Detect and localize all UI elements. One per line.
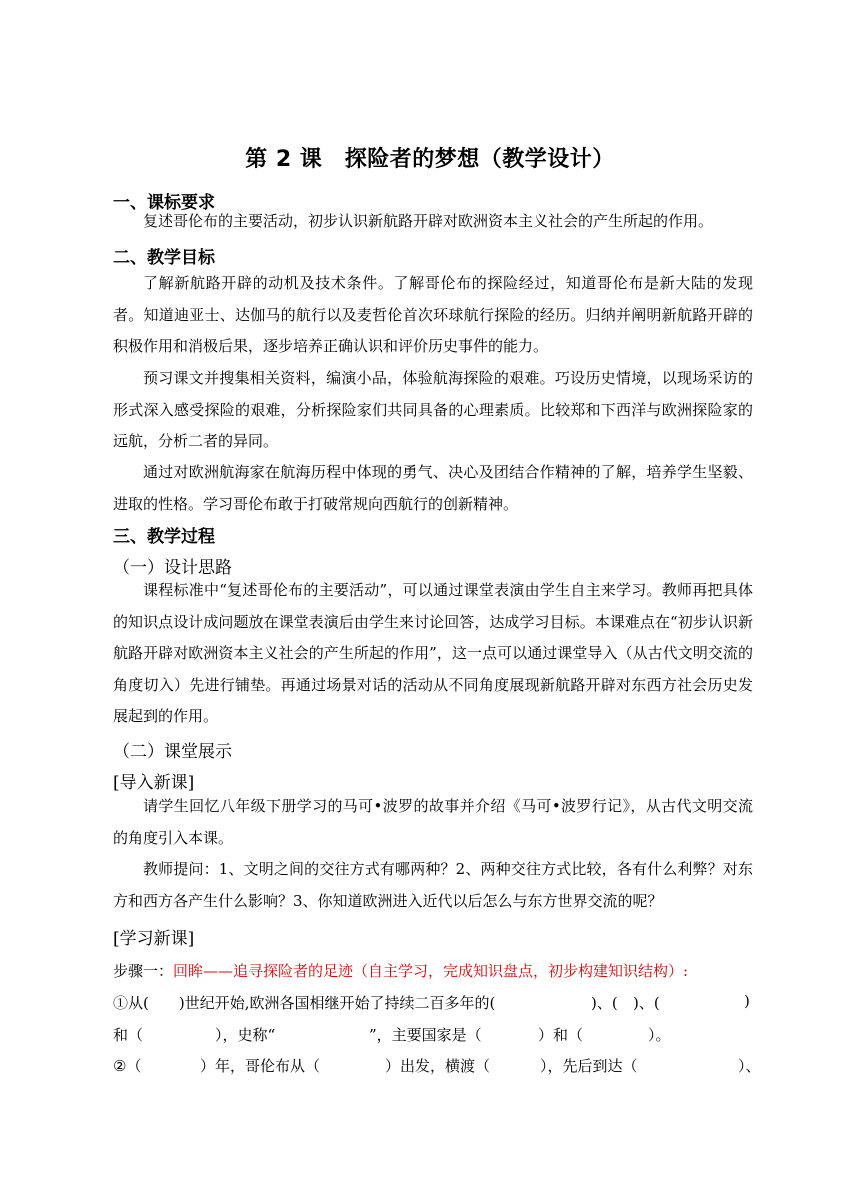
step-one-label: 步骤一： <box>113 962 174 980</box>
q2-part-d: ），先后到达（ <box>540 1057 638 1075</box>
step-one-text: 回眸——追寻探险者的足迹（自主学习，完成知识盘点，初步构建知识结构）: <box>173 962 689 980</box>
q1-part-h: ）和（ <box>538 1026 584 1044</box>
intro-paragraph-1: 请学生回忆八年级下册学习的马可•波罗的故事并介绍《马可•波罗行记》，从古代文明交流的角度引入本课。 <box>113 797 753 847</box>
step-one <box>113 960 763 981</box>
question-1-line-2 <box>113 1024 753 1046</box>
learn-heading: [学习新课] <box>113 929 195 949</box>
q1-part-b: )、( <box>591 994 618 1012</box>
subsection-heading-design: （一）设计思路 <box>113 558 232 578</box>
question-2-line-1 <box>113 1055 761 1077</box>
q1-part-e: 和（ <box>113 1026 144 1044</box>
design-paragraph: 课程标准中“复述哥伦布的主要活动”，可以通过课堂表演由学生自主来学习。教师再把具体的知识点设计成问题放在课堂表演后由学生来讨论回答，达成学习目标。本课难点在“初步认识新航路开辟对欧洲资本主义社会的产生所起的作用”，这一点可以通过课堂导入（从古代文明交流的角度切入）先进行铺垫。再通过场景对话的活动从不同角度展现新航路开辟对东西方社会历史发展起到的作用。 <box>113 581 753 725</box>
intro-heading: [导入新课] <box>113 773 195 793</box>
page-title: 第 2 课 探险者的梦想（教学设计） <box>245 147 615 172</box>
q2-part-a: ②（ <box>113 1057 142 1075</box>
objectives-paragraph-2: 预习课文并搜集相关资料，编演小品，体验航海探险的艰难。巧设历史情境，以现场采访的形式深入感受探险的艰难，分析探险家们共同具备的心理素质。比较郑和下西洋与欧洲探险家的远航，分析二者的异同。 <box>113 369 753 450</box>
q1-part-c: )、( <box>633 994 660 1012</box>
objectives-paragraph-1: 了解新航路开辟的动机及技术条件。了解哥伦布的探险经过，知道哥伦布是新大陆的发现者。知道迪亚士、达伽马的航行以及麦哲伦首次环球航行探险的经历。归纳并阐明新航路开辟的积极作用和消极后果，逐步培养正确认识和评价历史事件的能力。 <box>113 274 753 355</box>
q1-part-d: ) <box>744 992 750 1010</box>
curriculum-text: 复述哥伦布的主要活动，初步认识新航路开辟对欧洲资本主义社会的产生所起的作用。 <box>143 212 714 230</box>
q1-part-f: ），史称“ <box>215 1026 276 1044</box>
section-heading-curriculum: 一、课标要求 <box>113 193 215 213</box>
intro-paragraph-2: 教师提问：1、文明之间的交往方式有哪两种？2、两种交往方式比较，各有什么利弊？对东方和西方各产生什么影响？3、你知道欧洲进入近代以后怎么与东方世界交流的呢？ <box>113 860 753 910</box>
q1-part-a: ①从( )世纪开始,欧洲各国相继开始了持续二百多年的( <box>113 994 496 1012</box>
q2-part-b: ）年，哥伦布从（ <box>200 1057 321 1075</box>
objectives-paragraph-3: 通过对欧洲航海家在航海历程中体现的勇气、决心及团结合作精神的了解，培养学生坚毅、进取的性格。学习哥伦布敢于打破常规向西航行的创新精神。 <box>113 463 753 513</box>
section-heading-objectives: 二、教学目标 <box>113 248 215 268</box>
q1-part-i: ）。 <box>648 1026 671 1044</box>
q1-part-g: ”，主要国家是（ <box>369 1026 482 1044</box>
section-heading-process: 三、教学过程 <box>113 527 215 547</box>
q2-part-c: ）出发，横渡（ <box>385 1057 491 1075</box>
q2-part-e: ）、 <box>738 1057 761 1075</box>
subsection-heading-display: （二）课堂展示 <box>113 742 232 762</box>
question-1-line-1 <box>113 992 753 1014</box>
